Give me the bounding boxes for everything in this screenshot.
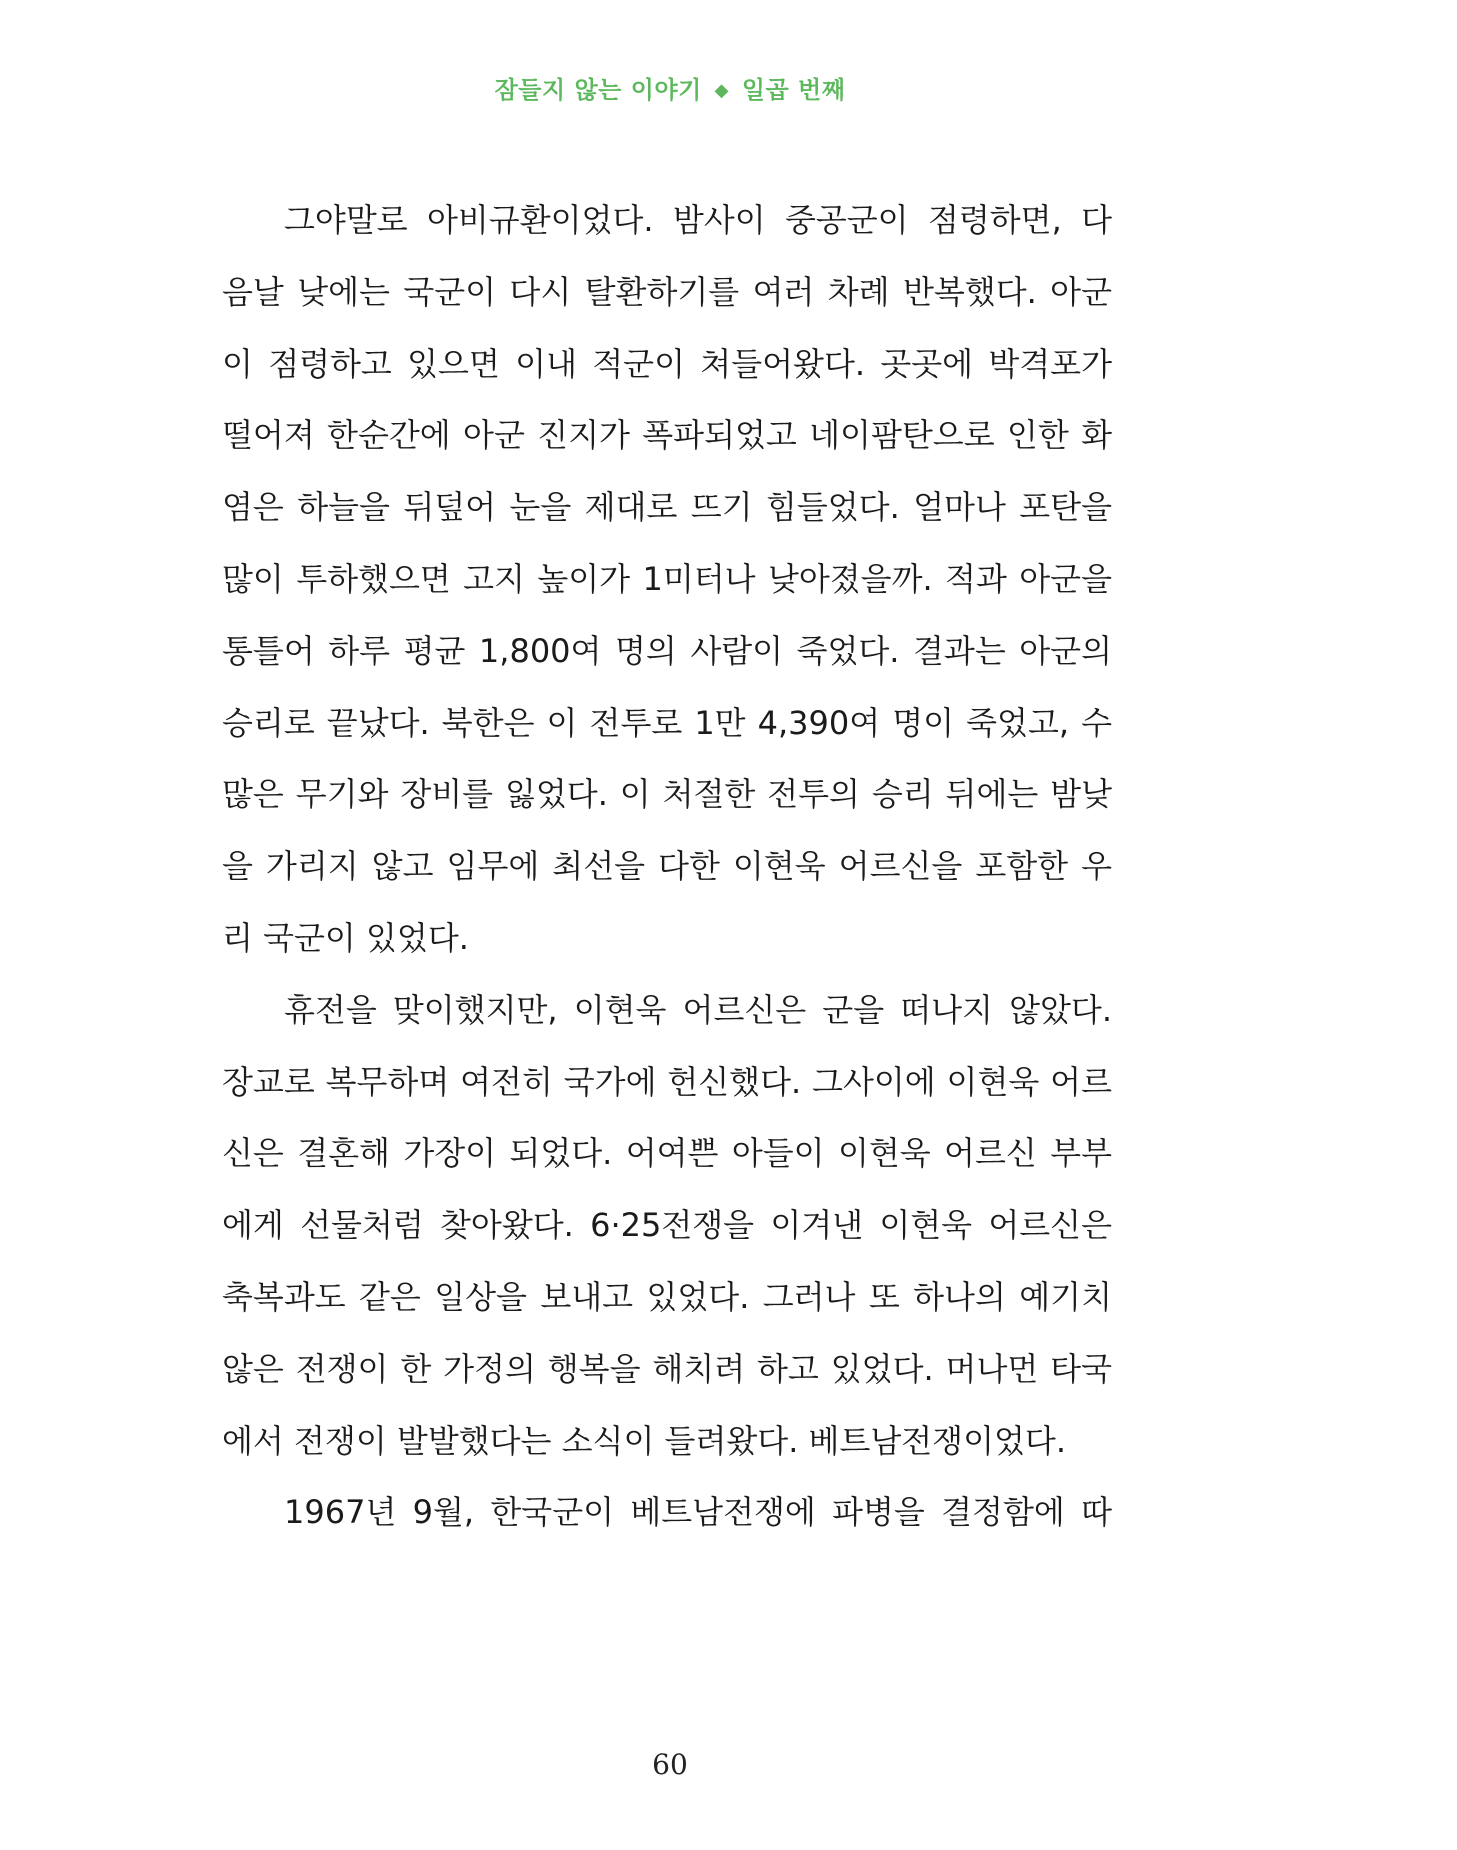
text-line: 축복과도 같은 일상을 보내고 있었다. 그러나 또 하나의 예기치 bbox=[222, 1277, 1112, 1316]
running-header bbox=[0, 70, 1340, 105]
text-line: 리 국군이 있었다. bbox=[222, 918, 469, 957]
text-line: 통틀어 하루 평균 1,800여 명의 사람이 죽었다. 결과는 아군의 bbox=[222, 631, 1112, 670]
text-line: 많은 무기와 장비를 잃었다. 이 처절한 전투의 승리 뒤에는 밤낮 bbox=[222, 775, 1112, 814]
diamond-separator-icon: ◆ bbox=[714, 80, 729, 101]
text-line: 떨어져 한순간에 아군 진지가 폭파되었고 네이팜탄으로 인한 화 bbox=[222, 416, 1112, 455]
text-line: 장교로 복무하며 여전히 국가에 헌신했다. 그사이에 이현욱 어르 bbox=[222, 1062, 1112, 1101]
page-number: 60 bbox=[652, 1748, 688, 1781]
text-line: 휴전을 맞이했지만, 이현욱 어르신은 군을 떠나지 않았다. bbox=[284, 990, 1112, 1029]
text-line: 신은 결혼해 가장이 되었다. 어여쁜 아들이 이현욱 어르신 부부 bbox=[222, 1134, 1112, 1173]
text-line: 염은 하늘을 뒤덮어 눈을 제대로 뜨기 힘들었다. 얼마나 포탄을 bbox=[222, 488, 1112, 527]
text-line: 않은 전쟁이 한 가정의 행복을 해치려 하고 있었다. 머나먼 타국 bbox=[222, 1349, 1112, 1388]
text-line: 많이 투하했으면 고지 높이가 1미터나 낮아졌을까. 적과 아군을 bbox=[222, 559, 1112, 598]
paragraph-1 bbox=[222, 198, 1112, 988]
paragraph-2 bbox=[222, 988, 1112, 1491]
text-line: 음날 낮에는 국군이 다시 탈환하기를 여러 차례 반복했다. 아군 bbox=[222, 272, 1112, 311]
body-text bbox=[222, 198, 1112, 1562]
header-title-left: 잠들지 않는 이야기 bbox=[494, 75, 702, 104]
text-line: 이 점령하고 있으면 이내 적군이 쳐들어왔다. 곳곳에 박격포가 bbox=[222, 344, 1112, 383]
text-line: 에게 선물처럼 찾아왔다. 6·25전쟁을 이겨낸 이현욱 어르신은 bbox=[222, 1206, 1112, 1245]
header-title-right: 일곱 번째 bbox=[741, 75, 846, 104]
text-line: 승리로 끝났다. 북한은 이 전투로 1만 4,390여 명이 죽었고, 수 bbox=[222, 703, 1112, 742]
text-line: 을 가리지 않고 임무에 최선을 다한 이현욱 어르신을 포함한 우 bbox=[222, 847, 1112, 886]
text-line: 에서 전쟁이 발발했다는 소식이 들려왔다. 베트남전쟁이었다. bbox=[222, 1421, 1067, 1460]
text-line: 그야말로 아비규환이었다. 밤사이 중공군이 점령하면, 다 bbox=[284, 201, 1112, 239]
paragraph-3 bbox=[222, 1490, 1112, 1562]
text-line: 1967년 9월, 한국군이 베트남전쟁에 파병을 결정함에 따 bbox=[284, 1493, 1112, 1532]
